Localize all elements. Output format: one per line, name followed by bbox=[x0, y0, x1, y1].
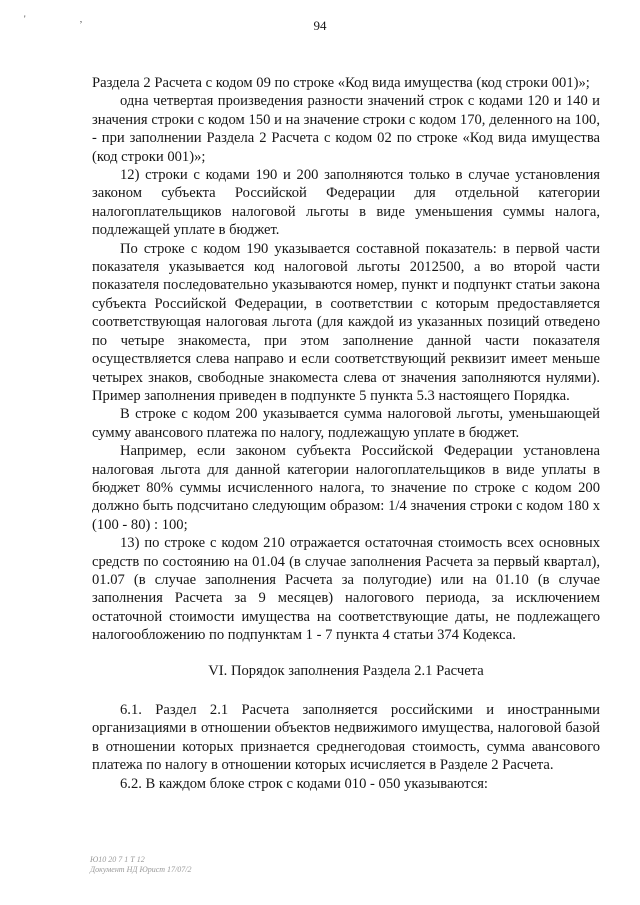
paragraph: одна четвертая произведения разности значений строк с кодами 120 и 140 и значения строки с кодом 150 и на значение строки с кодом 170, деленного на 100, - при заполнении Раздела 2 Расчета с кодом 02 по строке «Код вида имущества (код строки 001)»; bbox=[92, 93, 600, 165]
footer-line: Документ НД Юрист 17/07/2 bbox=[90, 865, 192, 874]
corner-marks: ' , bbox=[24, 14, 109, 24]
paragraph: Раздела 2 Расчета с кодом 09 по строке «Код вида имущества (код строки 001)»; bbox=[92, 75, 590, 91]
paragraph: В строке с кодом 200 указывается сумма налоговой льготы, уменьшающей сумму авансового платежа по налогу, подлежащую уплате в бюджет. bbox=[92, 406, 600, 441]
paragraph: По строке с кодом 190 указывается составной показатель: в первой части показателя указывается код налоговой льготы 2012500, а во второй части показателя последовательно указываются номер, пункт и подпункт статьи закона субъекта Российской Федерации, в соответствии с которым предоставляется соответствующая налоговая льгота (для каждой из указанных позиций отведено по четыре знакоместа, при этом заполнение данной части показателя осуществляется слева направо и если соответствующий реквизит имеет меньше четырех знаков, свободные знакоместа слева от значения заполняются нулями). Пример заполнения приведен в подпункте 5 пункта 5.3 настоящего Порядка. bbox=[92, 240, 600, 404]
paragraph: 6.1. Раздел 2.1 Расчета заполняется российскими и иностранными организациями в отношении объектов недвижимого имущества, налоговой базой в отношении которых признается среднегодовая стоимость, сумма авансового платежа по налогу в отношении которых исчисляется в Разделе 2 Расчета. bbox=[92, 702, 600, 774]
document-body bbox=[92, 74, 600, 793]
section-heading: VI. Порядок заполнения Раздела 2.1 Расчета bbox=[208, 662, 484, 679]
paragraph: 6.2. В каждом блоке строк с кодами 010 - 050 указываются: bbox=[120, 775, 488, 792]
paragraph: 13) по строке с кодом 210 отражается остаточная стоимость всех основных средств по состоянию на 01.04 (в случае заполнения Расчета за первый квартал), 01.07 (в случае заполнения Расчета за полугодие) или на 01.10 (в случае заполнения Расчета за 9 месяцев) налогового периода, за исключением остаточной стоимости имущества на соответствующие даты, не подлежащего налогообложению по подпунктам 1 - 7 пункта 4 статьи 374 Кодекса. bbox=[92, 535, 600, 644]
paragraph: 12) строки с кодами 190 и 200 заполняются только в случае установления законом субъекта Российской Федерации для отдельной категории налогоплательщиков налоговой льготы в виде уменьшения суммы налога, подлежащей уплате в бюджет. bbox=[92, 167, 600, 239]
page-number: 94 bbox=[313, 18, 327, 33]
footer-line: Ю10 20 7 1 Т 12 bbox=[90, 855, 145, 864]
footer-stamp bbox=[90, 855, 191, 875]
paragraph: Например, если законом субъекта Российской Федерации установлена налоговая льгота для данной категории налогоплательщиков в виде уплаты в бюджет 80% суммы исчисленного налога, то значение по строке с кодом 200 должно быть подсчитано следующим образом: 1/4 значения строки с кодом 180 х (100 - 80) : 100; bbox=[92, 443, 600, 533]
